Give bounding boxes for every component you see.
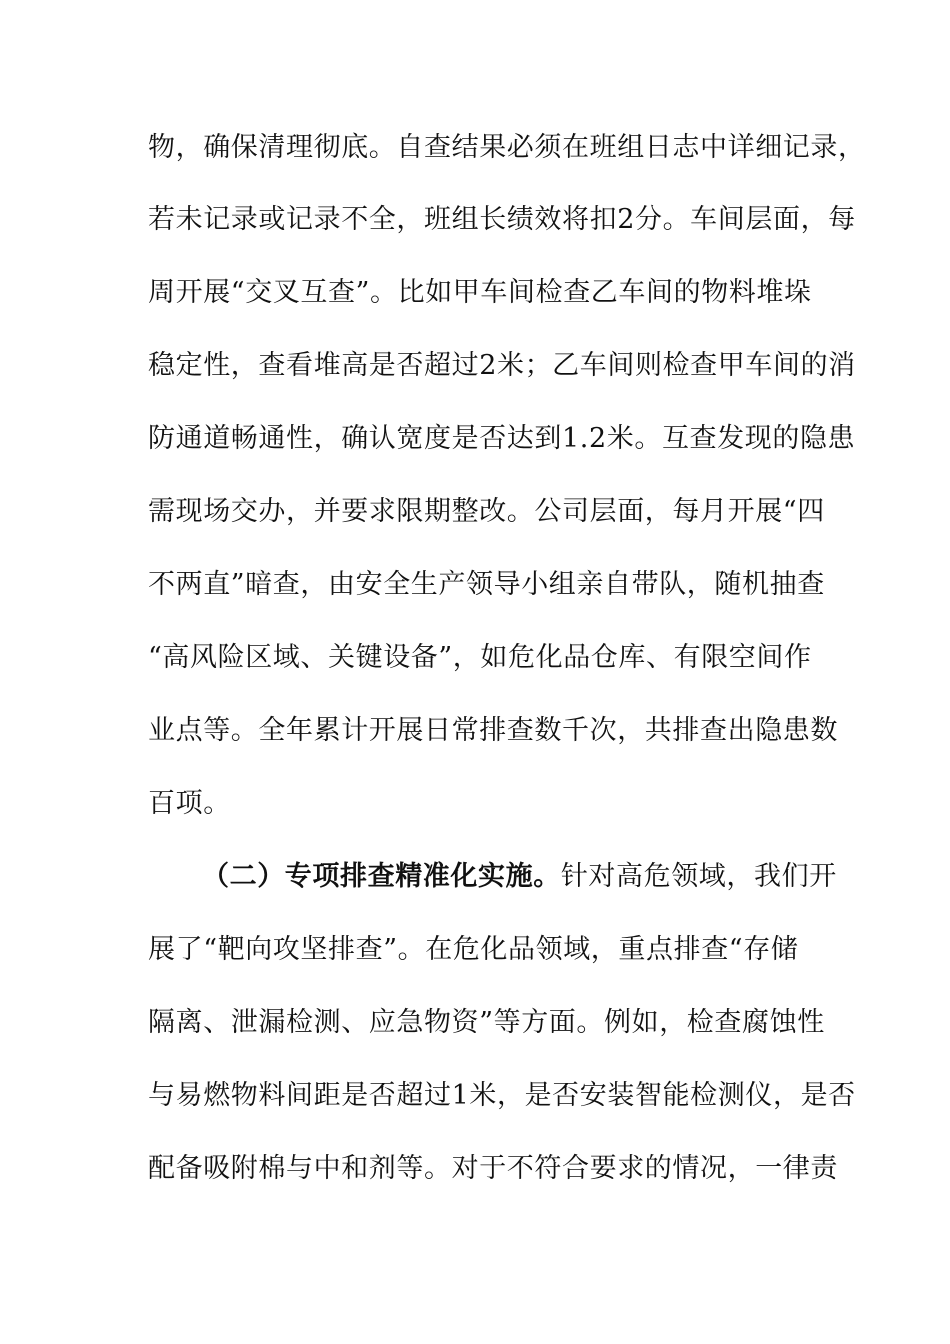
paragraph-line: 业点等。全年累计开展日常排查数千次，共排查出隐患数 [148, 715, 838, 746]
paragraph-line: 稳定性，查看堆高是否超过2米；乙车间则检查甲车间的消 [148, 350, 856, 381]
section-heading-line [202, 857, 837, 897]
section-heading-rest: 针对高危领域，我们开 [560, 861, 837, 892]
paragraph-line: 防通道畅通性，确认宽度是否达到1.2米。互查发现的隐患 [148, 423, 856, 454]
section-heading: （二）专项排查精准化实施。 [202, 861, 561, 892]
paragraph-line: 需现场交办，并要求限期整改。公司层面，每月开展“四 [148, 496, 825, 527]
paragraph-line: 与易燃物料间距是否超过1米，是否安装智能检测仪，是否 [148, 1080, 856, 1111]
paragraph-line: 百项。 [148, 788, 231, 819]
paragraph-line: 若未记录或记录不全，班组长绩效将扣2分。车间层面，每 [148, 204, 856, 235]
paragraph-line: 物，确保清理彻底。自查结果必须在班组日志中详细记录， [148, 132, 866, 163]
paragraph-line: 隔离、泄漏检测、应急物资”等方面。例如，检查腐蚀性 [148, 1007, 825, 1038]
paragraph-line: 周开展“交叉互查”。比如甲车间检查乙车间的物料堆垛 [148, 277, 812, 308]
paragraph-line: 展了“靶向攻坚排查”。在危化品领域，重点排查“存储 [148, 934, 799, 965]
paragraph-line: 不两直”暗查，由安全生产领导小组亲自带队，随机抽查 [148, 569, 825, 600]
paragraph-line: 配备吸附棉与中和剂等。对于不符合要求的情况，一律责 [148, 1153, 838, 1184]
paragraph-line: “高风险区域、关键设备”，如危化品仓库、有限空间作 [148, 642, 812, 673]
